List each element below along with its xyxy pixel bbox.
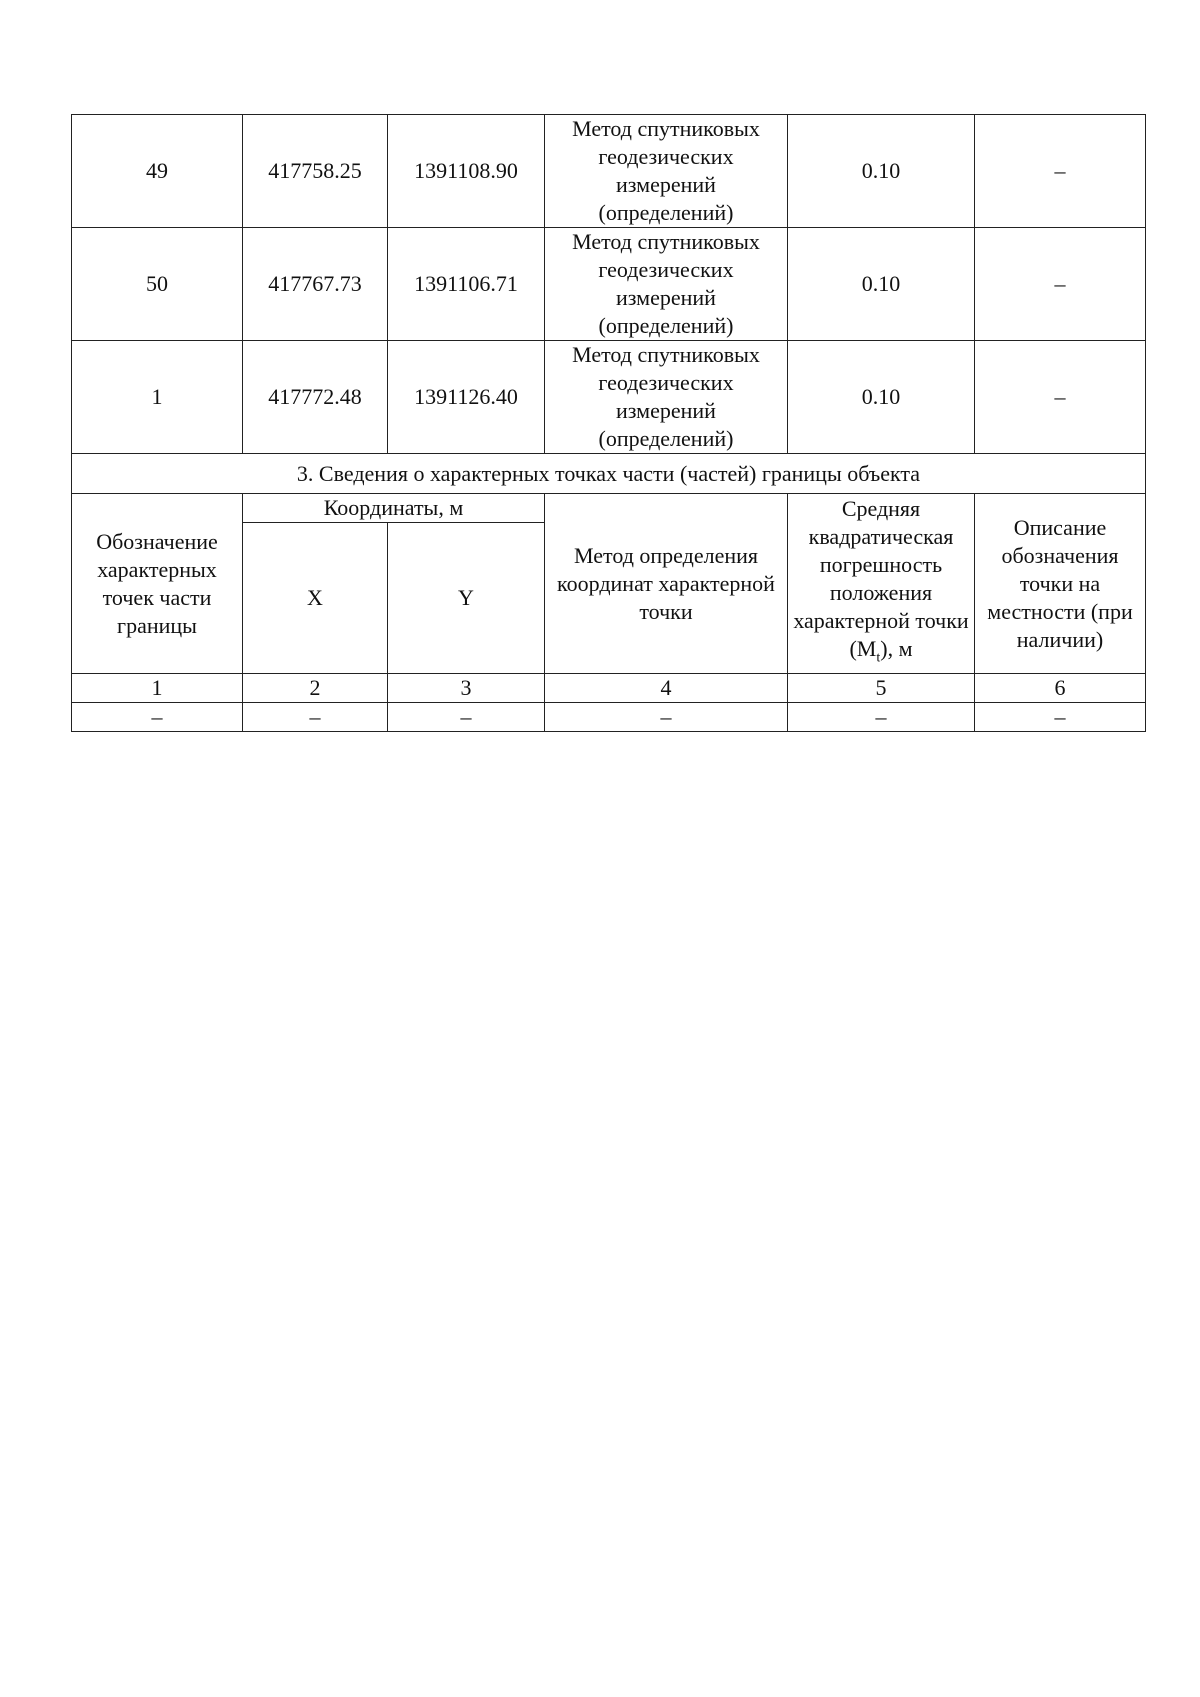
column-number: 4 <box>545 674 788 703</box>
header-accuracy-suffix: ), м <box>880 635 913 661</box>
y-cell: 1391126.40 <box>388 341 545 454</box>
header-y: Y <box>388 523 545 674</box>
table-row <box>72 228 1146 341</box>
header-row <box>72 494 1146 523</box>
header-method: Метод определения координат характерной точки <box>545 494 788 674</box>
table-row <box>72 703 1146 732</box>
header-accuracy-prefix: Средняя квадратическая погрешность положения характерной точки (M <box>793 495 969 661</box>
empty-cell: – <box>72 703 243 732</box>
description-cell: – <box>975 115 1146 228</box>
column-number: 3 <box>388 674 545 703</box>
empty-cell: – <box>545 703 788 732</box>
y-cell: 1391106.71 <box>388 228 545 341</box>
accuracy-cell: 0.10 <box>788 115 975 228</box>
empty-cell: – <box>788 703 975 732</box>
header-accuracy <box>788 494 975 674</box>
table-row <box>72 115 1146 228</box>
x-cell: 417767.73 <box>243 228 388 341</box>
method-cell: Метод спутниковых геодезических измерений (определений) <box>545 115 788 228</box>
method-cell: Метод спутниковых геодезических измерений (определений) <box>545 341 788 454</box>
y-cell: 1391108.90 <box>388 115 545 228</box>
header-accuracy-sub: t <box>876 650 881 666</box>
empty-cell: – <box>243 703 388 732</box>
description-cell: – <box>975 228 1146 341</box>
point-cell: 1 <box>72 341 243 454</box>
method-cell: Метод спутниковых геодезических измерений (определений) <box>545 228 788 341</box>
description-cell: – <box>975 341 1146 454</box>
column-number-row <box>72 674 1146 703</box>
header-x: X <box>243 523 388 674</box>
point-cell: 50 <box>72 228 243 341</box>
x-cell: 417758.25 <box>243 115 388 228</box>
column-number: 5 <box>788 674 975 703</box>
accuracy-cell: 0.10 <box>788 228 975 341</box>
header-designation: Обозначение характерных точек части границы <box>72 494 243 674</box>
header-coordinates: Координаты, м <box>243 494 545 523</box>
column-number: 1 <box>72 674 243 703</box>
point-cell: 49 <box>72 115 243 228</box>
empty-cell: – <box>975 703 1146 732</box>
column-number: 2 <box>243 674 388 703</box>
header-description: Описание обозначения точки на местности (при наличии) <box>975 494 1146 674</box>
section-heading-row <box>72 454 1146 494</box>
coordinates-table <box>71 114 1146 732</box>
x-cell: 417772.48 <box>243 341 388 454</box>
empty-cell: – <box>388 703 545 732</box>
accuracy-cell: 0.10 <box>788 341 975 454</box>
column-number: 6 <box>975 674 1146 703</box>
table-row <box>72 341 1146 454</box>
section-3-title: 3. Сведения о характерных точках части (частей) границы объекта <box>72 454 1146 494</box>
